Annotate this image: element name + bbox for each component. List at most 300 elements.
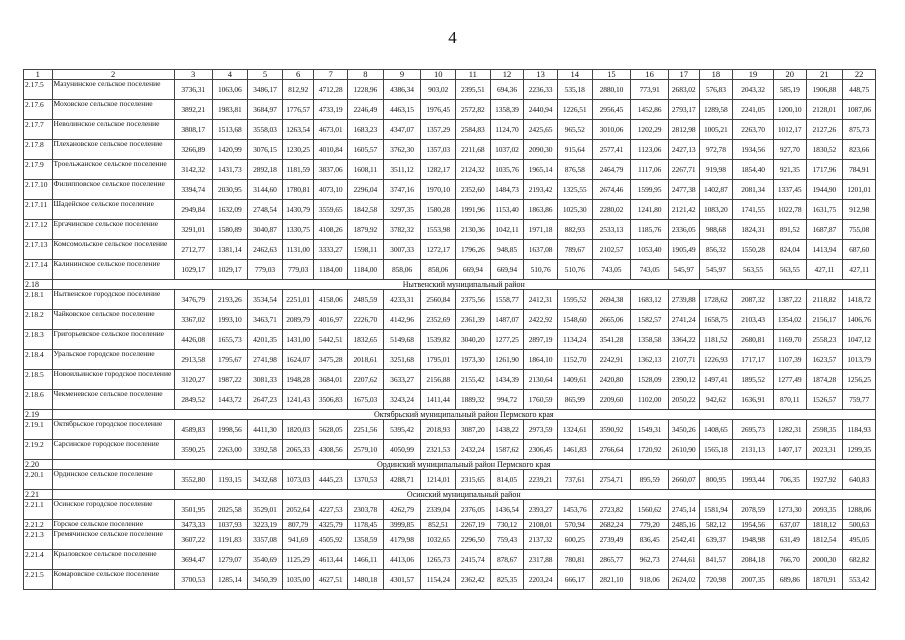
table-cell: 535,18 (557, 80, 592, 100)
table-cell: 563,55 (773, 260, 806, 280)
table-cell: 682,82 (843, 550, 876, 570)
table-cell: 812,92 (282, 80, 314, 100)
table-cell: 1037,02 (490, 140, 524, 160)
table-cell: 1864,10 (524, 350, 558, 370)
table-cell: 1595,52 (557, 290, 592, 310)
table-cell: 2395,51 (456, 80, 491, 100)
table-cell: 2267,19 (456, 520, 491, 530)
table-cell: 3552,80 (174, 470, 212, 490)
table-cell: 1387,22 (773, 290, 806, 310)
table-cell: 1842,58 (348, 200, 384, 220)
settlement-name: Чайковское сельское поселение (52, 310, 174, 330)
table-cell: 1032,65 (421, 530, 456, 550)
table-cell: 2130,64 (524, 370, 558, 390)
table-cell: 1548,60 (557, 310, 592, 330)
table-cell: 1357,03 (421, 140, 456, 160)
table-cell: 2156,88 (421, 370, 456, 390)
table-cell: 2741,98 (248, 350, 283, 370)
table-cell: 3736,31 (174, 80, 212, 100)
tariff-table (23, 69, 876, 590)
table-cell: 3559,65 (314, 200, 348, 220)
table-cell: 1948,98 (733, 530, 774, 550)
table-cell: 2420,80 (592, 370, 631, 390)
table-cell: 1580,28 (421, 200, 456, 220)
table-cell: 3010,06 (592, 120, 631, 140)
table-cell: 582,12 (699, 520, 733, 530)
table-cell: 4201,35 (248, 330, 283, 350)
table-cell: 1558,77 (490, 290, 524, 310)
table-cell: 1125,29 (282, 550, 314, 570)
table-cell: 1073,03 (282, 470, 314, 490)
column-number: 11 (456, 70, 491, 80)
table-cell: 4233,31 (383, 290, 421, 310)
table-cell: 2303,78 (348, 500, 384, 520)
table-cell: 3486,17 (248, 80, 283, 100)
table-cell: 1720,92 (631, 440, 669, 460)
table-cell: 912,98 (843, 200, 876, 220)
table-cell: 1431,73 (212, 160, 248, 180)
table-cell: 585,19 (773, 80, 806, 100)
table-cell: 1035,76 (490, 160, 524, 180)
table-cell: 4308,56 (314, 440, 348, 460)
table-cell: 2533,13 (592, 220, 631, 240)
table-cell: 4158,06 (314, 290, 348, 310)
table-cell: 2598,35 (806, 420, 843, 440)
column-number: 21 (806, 70, 843, 80)
column-number: 14 (557, 70, 592, 80)
table-cell: 1325,55 (557, 180, 592, 200)
table-cell: 3762,30 (383, 140, 421, 160)
row-code: 2.17.10 (24, 180, 53, 200)
table-row (24, 200, 876, 220)
table-cell: 1202,29 (631, 120, 669, 140)
table-cell: 2102,57 (592, 240, 631, 260)
settlement-name: Гремячинское сельское поселение (52, 530, 174, 550)
table-cell: 2242,91 (592, 350, 631, 370)
table-cell: 807,79 (282, 520, 314, 530)
table-cell: 1438,22 (490, 420, 524, 440)
table-cell: 1655,73 (212, 330, 248, 350)
table-cell: 2572,82 (456, 100, 491, 120)
table-cell: 4010,84 (314, 140, 348, 160)
table-cell: 1272,17 (421, 240, 456, 260)
table-cell: 1406,76 (843, 310, 876, 330)
table-cell: 841,57 (699, 550, 733, 570)
table-cell: 1587,62 (490, 440, 524, 460)
table-cell: 2093,35 (806, 500, 843, 520)
table-cell: 1241,80 (631, 200, 669, 220)
table-cell: 1152,70 (557, 350, 592, 370)
table-cell: 3120,27 (174, 370, 212, 390)
row-code: 2.17.5 (24, 80, 53, 100)
table-cell: 1124,70 (490, 120, 524, 140)
table-cell: 1944,90 (806, 180, 843, 200)
table-cell: 1480,18 (348, 570, 384, 590)
table-cell: 495,05 (843, 530, 876, 550)
table-cell: 876,58 (557, 160, 592, 180)
table-cell: 1927,92 (806, 470, 843, 490)
table-cell: 1169,70 (773, 330, 806, 350)
table-cell: 1087,06 (843, 100, 876, 120)
table-cell: 1683,23 (348, 120, 384, 140)
table-cell: 2108,01 (524, 520, 558, 530)
table-cell: 1193,15 (212, 470, 248, 490)
row-code: 2.18.4 (24, 350, 53, 370)
table-cell: 755,08 (843, 220, 876, 240)
table-cell: 2156,17 (806, 310, 843, 330)
table-cell: 2018,93 (421, 420, 456, 440)
section-code: 2.20 (24, 460, 53, 470)
table-cell: 1795,01 (421, 350, 456, 370)
table-cell: 1948,28 (282, 370, 314, 390)
table-cell: 2121,42 (668, 200, 699, 220)
table-cell: 2695,73 (733, 420, 774, 440)
table-cell: 2193,26 (212, 290, 248, 310)
settlement-name: Крыловское сельское поселение (52, 550, 174, 570)
table-cell: 1582,57 (631, 310, 669, 330)
table-cell: 2339,04 (421, 500, 456, 520)
section-row (24, 410, 876, 420)
table-cell: 1178,45 (348, 520, 384, 530)
settlement-name: Комаровское сельское поселение (52, 570, 174, 590)
row-code: 2.19.2 (24, 440, 53, 460)
table-cell: 1299,35 (843, 440, 876, 460)
table-cell: 2647,23 (248, 390, 283, 410)
table-cell: 1776,57 (282, 100, 314, 120)
table-row (24, 260, 876, 280)
table-cell: 962,73 (631, 550, 669, 570)
table-cell: 2880,10 (592, 80, 631, 100)
settlement-name: Ергачинское сельское поселение (52, 220, 174, 240)
table-cell: 1337,45 (773, 180, 806, 200)
table-cell: 3999,85 (383, 520, 421, 530)
table-cell: 1717,17 (733, 350, 774, 370)
table-cell: 1265,73 (421, 550, 456, 570)
table-cell: 2682,24 (592, 520, 631, 530)
table-row (24, 500, 876, 520)
row-code: 2.21.1 (24, 500, 53, 520)
table-cell: 1970,10 (421, 180, 456, 200)
table-cell: 1042,11 (490, 220, 524, 240)
table-cell: 3476,79 (174, 290, 212, 310)
table-cell: 3590,25 (174, 440, 212, 460)
table-cell: 1370,53 (348, 470, 384, 490)
table-row (24, 290, 876, 310)
table-cell: 1658,75 (699, 310, 733, 330)
table-cell: 1409,61 (557, 370, 592, 390)
table-cell: 784,91 (843, 160, 876, 180)
table-cell: 1434,39 (490, 370, 524, 390)
table-cell: 3223,19 (248, 520, 283, 530)
table-cell: 1191,83 (212, 530, 248, 550)
table-cell: 2103,43 (733, 310, 774, 330)
table-cell: 3633,27 (383, 370, 421, 390)
table-cell: 2754,71 (592, 470, 631, 490)
table-cell: 1402,87 (699, 180, 733, 200)
table-cell: 3087,20 (456, 420, 491, 440)
table-cell: 1818,12 (806, 520, 843, 530)
table-cell: 836,45 (631, 530, 669, 550)
table-row (24, 80, 876, 100)
table-cell: 2043,32 (733, 80, 774, 100)
table-cell: 1728,62 (699, 290, 733, 310)
row-code: 2.19.1 (24, 420, 53, 440)
table-cell: 2744,61 (668, 550, 699, 570)
table-cell: 1047,12 (843, 330, 876, 350)
table-cell: 4325,79 (314, 520, 348, 530)
table-cell: 1273,30 (773, 500, 806, 520)
table-cell: 2030,95 (212, 180, 248, 200)
table-cell: 1214,01 (421, 470, 456, 490)
row-code: 2.21.5 (24, 570, 53, 590)
table-cell: 1863,86 (524, 200, 558, 220)
section-code: 2.19 (24, 410, 53, 420)
table-cell: 2130,36 (456, 220, 491, 240)
row-code: 2.17.14 (24, 260, 53, 280)
table-cell: 3808,17 (174, 120, 212, 140)
row-code: 2.17.7 (24, 120, 53, 140)
table-cell: 875,73 (843, 120, 876, 140)
table-cell: 2485,59 (348, 290, 384, 310)
table-cell: 5628,05 (314, 420, 348, 440)
table-cell: 3837,06 (314, 160, 348, 180)
table-cell: 2296,50 (456, 530, 491, 550)
table-cell: 4016,97 (314, 310, 348, 330)
settlement-name: Осинское городское поселение (52, 500, 174, 520)
table-cell: 1263,54 (282, 120, 314, 140)
table-cell: 972,78 (699, 140, 733, 160)
table-cell: 3392,58 (248, 440, 283, 460)
table-cell: 2949,84 (174, 200, 212, 220)
table-cell: 2821,10 (592, 570, 631, 590)
table-cell: 1181,52 (699, 330, 733, 350)
table-cell: 1973,30 (456, 350, 491, 370)
table-cell: 2560,84 (421, 290, 456, 310)
row-code: 2.18.6 (24, 390, 53, 410)
table-cell: 2025,58 (212, 500, 248, 520)
table-cell: 1608,11 (348, 160, 384, 180)
table-cell: 2464,79 (592, 160, 631, 180)
row-code: 2.18.1 (24, 290, 53, 310)
table-cell: 1632,09 (212, 200, 248, 220)
table-cell: 3463,71 (248, 310, 283, 330)
table-cell: 1411,44 (421, 390, 456, 410)
table-cell: 1954,56 (733, 520, 774, 530)
table-cell: 1184,93 (843, 420, 876, 440)
table-cell: 2203,24 (524, 570, 558, 590)
table-cell: 2155,42 (456, 370, 491, 390)
table-cell: 1279,07 (212, 550, 248, 570)
column-number: 15 (592, 70, 631, 80)
table-row (24, 390, 876, 410)
column-number: 2 (52, 70, 174, 80)
table-cell: 2107,71 (668, 350, 699, 370)
table-cell: 1631,75 (806, 200, 843, 220)
row-code: 2.18.3 (24, 330, 53, 350)
settlement-name: Новоильинское городское поселение (52, 370, 174, 390)
table-cell: 1452,86 (631, 100, 669, 120)
table-cell: 856,32 (699, 240, 733, 260)
table-cell: 2315,65 (456, 470, 491, 490)
table-cell: 1436,54 (490, 500, 524, 520)
table-cell: 1408,65 (699, 420, 733, 440)
table-cell: 2741,24 (668, 310, 699, 330)
table-cell: 1226,93 (699, 350, 733, 370)
table-cell: 3558,03 (248, 120, 283, 140)
table-cell: 941,69 (282, 530, 314, 550)
table-cell: 2390,12 (668, 370, 699, 390)
table-cell: 1083,20 (699, 200, 733, 220)
table-cell: 1102,00 (631, 390, 669, 410)
table-cell: 2793,17 (668, 100, 699, 120)
table-cell: 5149,68 (383, 330, 421, 350)
table-cell: 689,86 (773, 570, 806, 590)
table-cell: 3243,24 (383, 390, 421, 410)
table-cell: 4227,53 (314, 500, 348, 520)
table-cell: 1683,12 (631, 290, 669, 310)
table-cell: 825,35 (490, 570, 524, 590)
table-cell: 1466,11 (348, 550, 384, 570)
section-title: Нытвенский муниципальный район (52, 280, 875, 290)
table-cell: 1413,94 (806, 240, 843, 260)
table-cell: 576,83 (699, 80, 733, 100)
table-cell: 743,05 (631, 260, 669, 280)
table-cell: 2137,32 (524, 530, 558, 550)
table-cell: 510,76 (524, 260, 558, 280)
table-cell: 4108,26 (314, 220, 348, 240)
table-cell: 2251,56 (348, 420, 384, 440)
table-cell: 1965,14 (524, 160, 558, 180)
table-cell: 3534,54 (248, 290, 283, 310)
table-cell: 3684,01 (314, 370, 348, 390)
table-cell: 2674,46 (592, 180, 631, 200)
table-cell: 2052,64 (282, 500, 314, 520)
table-cell: 1812,54 (806, 530, 843, 550)
table-cell: 5395,42 (383, 420, 421, 440)
table-cell: 2748,54 (248, 200, 283, 220)
table-cell: 2361,39 (456, 310, 491, 330)
table-cell: 1131,00 (282, 240, 314, 260)
table-row (24, 350, 876, 370)
settlement-name: Филипповское сельское поселение (52, 180, 174, 200)
table-cell: 2665,06 (592, 310, 631, 330)
table-cell: 2440,94 (524, 100, 558, 120)
table-cell: 2267,71 (668, 160, 699, 180)
table-cell: 730,12 (490, 520, 524, 530)
table-cell: 915,64 (557, 140, 592, 160)
table-cell: 1330,75 (282, 220, 314, 240)
table-cell: 1580,89 (212, 220, 248, 240)
table-cell: 720,98 (699, 570, 733, 590)
table-cell: 4589,83 (174, 420, 212, 440)
table-cell: 1289,58 (699, 100, 733, 120)
table-cell: 4301,57 (383, 570, 421, 590)
table-cell: 669,94 (490, 260, 524, 280)
table-cell: 1553,98 (421, 220, 456, 240)
table-cell: 553,42 (843, 570, 876, 590)
table-cell: 2023,31 (806, 440, 843, 460)
page-number: 4 (448, 28, 457, 47)
table-cell: 1874,28 (806, 370, 843, 390)
table-cell: 2000,30 (806, 550, 843, 570)
table-cell: 1037,93 (212, 520, 248, 530)
row-code: 2.17.8 (24, 140, 53, 160)
table-cell: 4411,30 (248, 420, 283, 440)
table-cell: 2427,13 (668, 140, 699, 160)
table-cell: 2209,60 (592, 390, 631, 410)
table-cell: 2610,90 (668, 440, 699, 460)
table-cell: 1357,29 (421, 120, 456, 140)
settlement-name: Мазунинское сельское поселение (52, 80, 174, 100)
table-cell: 669,94 (456, 260, 491, 280)
table-cell: 1993,10 (212, 310, 248, 330)
table-cell: 2375,56 (456, 290, 491, 310)
table-cell: 773,91 (631, 80, 669, 100)
table-cell: 4613,44 (314, 550, 348, 570)
column-number: 3 (174, 70, 212, 80)
table-cell: 2477,38 (668, 180, 699, 200)
table-cell: 2865,77 (592, 550, 631, 570)
table-cell: 2239,21 (524, 470, 558, 490)
settlement-name: Калининское сельское поселение (52, 260, 174, 280)
table-cell: 1200,10 (773, 100, 806, 120)
table-cell: 4413,06 (383, 550, 421, 570)
table-row (24, 570, 876, 590)
table-cell: 1154,24 (421, 570, 456, 590)
table-cell: 1453,76 (557, 500, 592, 520)
table-cell: 3700,53 (174, 570, 212, 590)
table-cell: 666,17 (557, 570, 592, 590)
table-cell: 2251,01 (282, 290, 314, 310)
table-cell: 694,36 (490, 80, 524, 100)
settlement-name: Плехановское сельское поселение (52, 140, 174, 160)
table-cell: 878,67 (490, 550, 524, 570)
table-cell: 1832,65 (348, 330, 384, 350)
table-cell: 545,97 (699, 260, 733, 280)
table-cell: 3291,01 (174, 220, 212, 240)
settlement-name: Чекменевское сельское поселение (52, 390, 174, 410)
table-cell: 948,85 (490, 240, 524, 260)
table-cell: 1012,17 (773, 120, 806, 140)
table-cell: 1029,17 (174, 260, 212, 280)
row-code: 2.21.2 (24, 520, 53, 530)
column-number: 4 (212, 70, 248, 80)
table-cell: 2579,10 (348, 440, 384, 460)
table-cell: 4142,96 (383, 310, 421, 330)
table-cell: 2973,59 (524, 420, 558, 440)
table-cell: 1430,79 (282, 200, 314, 220)
table-cell: 3333,27 (314, 240, 348, 260)
table-cell: 1381,14 (212, 240, 248, 260)
table-cell: 2584,83 (456, 120, 491, 140)
table-cell: 2226,70 (348, 310, 384, 330)
settlement-name: Нытвенское городское поселение (52, 290, 174, 310)
table-cell: 1431,00 (282, 330, 314, 350)
table-cell: 1484,73 (490, 180, 524, 200)
column-number: 9 (383, 70, 421, 80)
table-cell: 1987,22 (212, 370, 248, 390)
table-cell: 510,76 (557, 260, 592, 280)
table-row (24, 120, 876, 140)
row-code: 2.21.3 (24, 530, 53, 550)
table-cell: 1795,67 (212, 350, 248, 370)
table-cell: 1063,06 (212, 80, 248, 100)
table-cell: 1539,82 (421, 330, 456, 350)
table-cell: 2236,33 (524, 80, 558, 100)
table-cell: 2422,92 (524, 310, 558, 330)
table-cell: 1513,68 (212, 120, 248, 140)
table-cell: 1934,56 (733, 140, 774, 160)
